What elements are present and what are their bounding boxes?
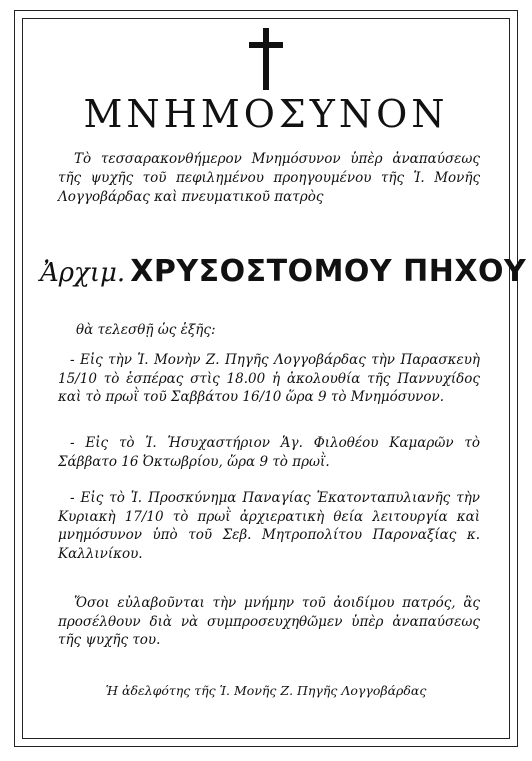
cross-icon — [247, 28, 285, 90]
follows-line: θὰ τελεσθῇ ὡς ἑξῆς: — [76, 322, 216, 338]
page-title: ΜΝΗΜΟΣΥΝΟΝ — [83, 92, 449, 136]
schedule-item: - Εἰς τὸ Ἱ. Προσκύνημα Παναγίας Ἑκατονταπυλιανῆς τὴν Κυριακὴ 17/10 τὸ πρωῒ ἀρχιερατικὴ θεία λειτουργία καὶ μνημόσυνον ὑπὸ τοῦ Σεβ. Μητροπολίτου Παροναξίας κ. Καλλινίκου. — [58, 490, 480, 562]
signature-line: Ἡ ἀδελφότης τῆς Ἱ. Μονῆς Ζ. Πηγῆς Λογγοβάρδας — [105, 683, 427, 698]
intro-paragraph: Τὸ τεσσαρακονθήμερον Μνημόσυνον ὑπὲρ ἀναπαύσεως τῆς ψυχῆς τοῦ πεφιλημένου προηγουμένου τῆς Ἱ. Μονῆς Λογγοβάρδας καὶ πνευματικοῦ πατρὸς — [58, 151, 480, 205]
schedule-item: - Εἰς τὸ Ἱ. Ἡσυχαστήριον Ἁγ. Φιλοθέου Καμαρῶν τὸ Σάββατο 16 Ὀκτωβρίου, ὥρα 9 τὸ πρωῒ. — [58, 435, 480, 470]
schedule-item: - Εἰς τὴν Ἱ. Μονὴν Ζ. Πηγῆς Λογγοβάρδας τὴν Παρασκευὴ 15/10 τὸ ἑσπέρας στὶς 18.00 ἡ ἀκολουθία τῆς Παννυχίδος καὶ τὸ πρωῒ τοῦ Σαββάτου 16/10 ὥρα 9 τὸ Μνημόσυνον. — [58, 352, 480, 406]
closing-paragraph: Ὅσοι εὐλαβοῦνται τὴν μνήμην τοῦ ἀοιδίμου πατρός, ἂς προσέλθουν διὰ νὰ συμπροσευχηθῶμεν ὑπὲρ ἀναπαύσεως τῆς ψυχῆς του. — [58, 595, 480, 649]
title-abbreviation: Ἀρχιμ. — [40, 258, 126, 288]
full-name: ΧΡΥΣΟΣΤΟΜΟΥ ΠΗΧΟΥ — [130, 254, 527, 289]
deceased-name — [40, 254, 527, 289]
